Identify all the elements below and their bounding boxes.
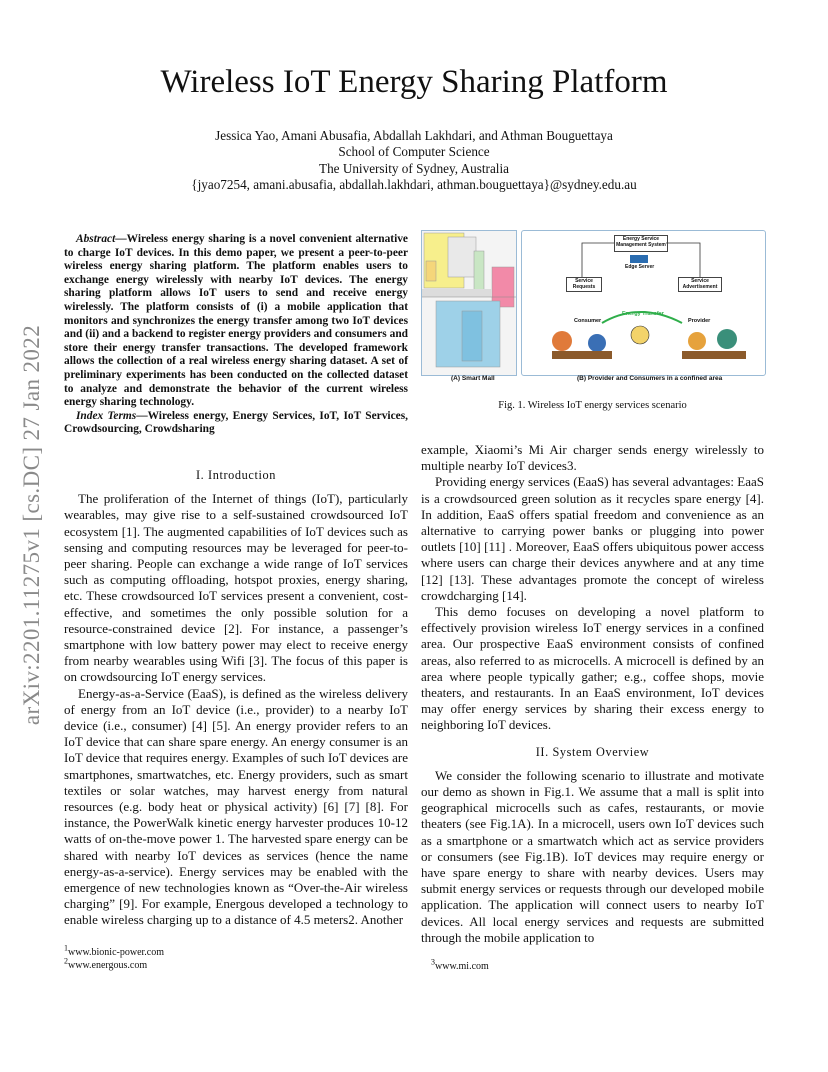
- service-requests-box: Service Requests: [566, 277, 602, 292]
- affiliation-school: School of Computer Science: [338, 144, 490, 160]
- author-emails: {jyao7254, amani.abusafia, abdallah.lakhdari, athman.bouguettaya}@sydney.edu.au: [191, 177, 637, 193]
- intro-paragraph-2: Energy-as-a-Service (EaaS), is defined as the wireless delivery of energy from an IoT device (i.e., provider) to a nearby IoT device (i.e., consumer) [4] [5]. An energy provider refers to an IoT device that can share spare energy. An energy consumer is an IoT device that requires energy. Examples of such IoT devices are smartphones, smartwatches, etc. Energy providers, such as smart textiles or solar watches, may harvest energy from natural resources (e.g. body heat or physical activity) [6] [7] [8]. For instance, the PowerWalk kinetic energy harvester produces 10-12 watts of on-the-move power 1. The harvested spare energy can be shared with nearby IoT devices as services (hence the name energy-as-a-service). Energy services may be enabled with the emergence of new technologies known as “Over-the-Air wireless charging” [9]. For example, Energous developed a technology to enable wireless charging up to a distance of 4.5 meters2. Another: [64, 685, 408, 928]
- index-terms-text: —Wireless energy, Energy Services, IoT, IoT Services, Crowdsourcing, Crowdsharing: [64, 409, 408, 436]
- figure-caption: Fig. 1. Wireless IoT energy services scenario: [498, 400, 687, 411]
- author-block: [0, 128, 828, 194]
- author-list: Jessica Yao, Amani Abusafia, Abdallah Lakhdari, and Athman Bouguettaya: [215, 128, 613, 143]
- footnote-3[interactable]: $^3$www.mi.com: [431, 957, 489, 972]
- consumer-label: Consumer: [574, 318, 602, 324]
- right-paragraph-2: This demo focuses on developing a novel platform to effectively provision wireless IoT energy services in a confined area. Our prospective EaaS environment consists of confined areas, also referred to as microcells. A microcell is defined by an area where people typically gather; e.g., coffee shops, movie theaters, and restaurants. In an EaaS environment, IoT devices may offer energy services by sharing their excess energy to neighboring IoT devices.: [421, 604, 764, 733]
- right-column: [421, 442, 764, 946]
- affiliation-university: The University of Sydney, Australia: [319, 160, 509, 176]
- service-advertisement-box: Service Advertisement: [678, 277, 722, 292]
- abstract-paragraph: [64, 233, 408, 410]
- abstract-lead: Abstract: [76, 233, 116, 245]
- right-footnotes: [431, 957, 764, 973]
- right-paragraph-0: example, Xiaomi’s Mi Air charger sends energy wirelessly to multiple nearby IoT devices3.: [421, 442, 764, 474]
- energy-transfer-label: Energy Transfer: [622, 311, 664, 317]
- footnote-1[interactable]: $^1$www.bionic-power.com: [64, 943, 164, 958]
- arxiv-identifier: [12, 290, 52, 760]
- figure-label-a: (A) Smart Mall: [451, 375, 495, 382]
- left-footnotes: [64, 943, 408, 972]
- section-heading-introduction: I. Introduction: [195, 468, 277, 482]
- footnote-2[interactable]: $^2$www.energous.com: [64, 956, 148, 971]
- left-column: [64, 457, 408, 929]
- management-system-box: Energy Service Management System: [614, 235, 668, 252]
- abstract: [64, 233, 408, 437]
- index-terms-lead: Index Terms: [76, 409, 137, 422]
- intro-paragraph-1: The proliferation of the Internet of things (IoT), particularly wearables, may give rise to a self-sustained crowdsourced IoT ecosystem [1]. The augmented capabilities of IoT devices such as sensing and computing resources may be leveraged for peer-to-peer sharing. People can exchange a wide range of IoT services such as computing offloading, hotspot proxies, energy sharing, etc. These crowdsourced IoT services present a convenient, cost-effective, and sometimes the only possible solution for a resource-constrained device [2]. For instance, a passenger’s smartphone with low battery power may elect to receive energy from nearby wearables using Wifi [3]. The focus of this paper is on crowdsourcing IoT energy services.: [64, 491, 408, 685]
- diagram-arrows: [522, 231, 765, 375]
- mall-floorplan-image: [422, 231, 516, 375]
- smart-mall-map: [421, 230, 517, 376]
- right-paragraph-1: Providing energy services (EaaS) has several advantages: EaaS is a crowdsourced green solution as it recycles spare energy [4]. In addition, EaaS offers spatial freedom and convenience as an alternative to carrying power banks or plugging into power outlets [10] [11] . Moreover, EaaS offers ubiquitous power access where users can charge their devices anywhere and at any time [12] [13]. These advantages promote the concept of wireless crowdcharging [14].: [421, 474, 764, 603]
- right-paragraph-3: We consider the following scenario to illustrate and motivate our demo as shown in Fig.1. We assume that a mall is split into geographical microcells such as cafes, restaurants, or movie theaters (see Fig.1A). In a microcell, users own IoT devices such as a smartphone or a smartwatch which act as service providers or consumers (see Fig.1B). IoT devices may require energy or have spare energy to share with nearby devices. Users may submit energy services or requests through our developed mobile application. The application will connect users to nearby IoT devices. All local energy services and requests are submitted through the mobile application to: [421, 767, 764, 945]
- abstract-text: —Wireless energy sharing is a novel convenient alternative to charge IoT devices. In this demo paper, we present a peer-to-peer wireless energy sharing platform. The platform enables users to exchange energy wirelessly with nearby IoT devices. The energy sharing platform allows IoT users to send and receive energy wirelessly. The platform consists of (i) a mobile application that monitors and synchronizes the energy transfer among two IoT devices and (ii) and a backend to register energy providers and consumers and store their energy transfer transactions. The developed framework allows the collection of a real wireless energy sharing dataset. A set of preliminary experiments has been conducted on the collected dataset to analyze and demonstrate the behavior of the current wireless energy sharing technology.: [64, 233, 408, 409]
- paper-title: Wireless IoT Energy Sharing Platform: [160, 64, 668, 100]
- index-terms: [64, 410, 408, 437]
- provider-label: Provider: [688, 318, 711, 324]
- edge-server-label: Edge Server: [625, 264, 655, 270]
- confined-area-diagram: [521, 230, 766, 376]
- arxiv-id-text: arXiv:2201.11275v1 [cs.DC] 27 Jan 2022: [19, 324, 44, 726]
- figure-1: [421, 230, 764, 386]
- section-heading-system-overview: II. System Overview: [535, 744, 650, 759]
- figure-label-b: (B) Provider and Consumers in a confined area: [577, 375, 723, 382]
